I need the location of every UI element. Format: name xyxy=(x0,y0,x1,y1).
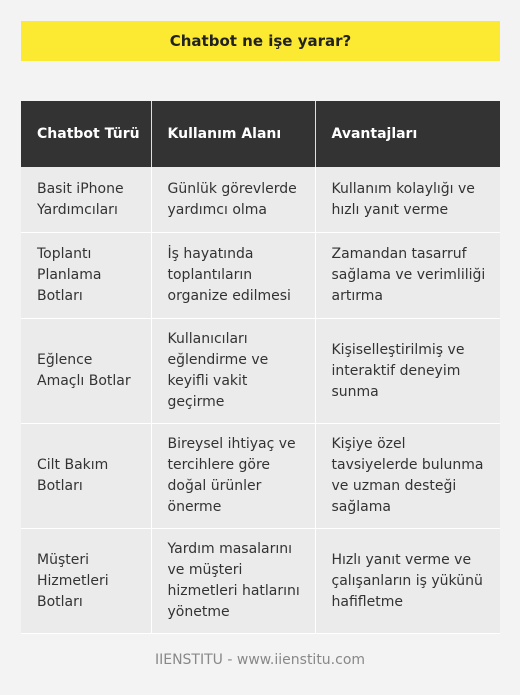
table-cell: Günlük görevlerde yardımcı olma xyxy=(151,167,315,233)
table-cell: Yardım masalarını ve müşteri hizmetleri hatlarını yönetme xyxy=(151,529,315,634)
table-header-row xyxy=(21,101,500,167)
page-title: Chatbot ne işe yarar? xyxy=(21,21,500,61)
chatbot-table xyxy=(21,101,500,634)
table-cell: Müşteri Hizmetleri Botları xyxy=(21,529,151,634)
table-cell: Hızlı yanıt verme ve çalışanların iş yükünü hafifletme xyxy=(315,529,500,634)
table-cell: Kullanım kolaylığı ve hızlı yanıt verme xyxy=(315,167,500,233)
table-cell: Kişiye özel tavsiyelerde bulunma ve uzman desteği sağlama xyxy=(315,424,500,529)
column-header-advantages: Avantajları xyxy=(315,101,500,167)
column-header-usage-area: Kullanım Alanı xyxy=(151,101,315,167)
table-row xyxy=(21,424,500,529)
column-header-chatbot-type: Chatbot Türü xyxy=(21,101,151,167)
table-row xyxy=(21,233,500,319)
table-row xyxy=(21,319,500,424)
table-cell: Cilt Bakım Botları xyxy=(21,424,151,529)
table-row xyxy=(21,529,500,634)
table-cell: Kişiselleştirilmiş ve interaktif deneyim sunma xyxy=(315,319,500,424)
table-cell: Kullanıcıları eğlendirme ve keyifli vakit geçirme xyxy=(151,319,315,424)
table-cell: Basit iPhone Yardımcıları xyxy=(21,167,151,233)
table-row xyxy=(21,167,500,233)
table-cell: Toplantı Planlama Botları xyxy=(21,233,151,319)
footer-credit: IIENSTITU - www.iienstitu.com xyxy=(154,652,366,668)
table-cell: Eğlence Amaçlı Botlar xyxy=(21,319,151,424)
table-cell: Bireysel ihtiyaç ve tercihlere göre doğal ürünler önerme xyxy=(151,424,315,529)
table-cell: İş hayatında toplantıların organize edilmesi xyxy=(151,233,315,319)
table-cell: Zamandan tasarruf sağlama ve verimliliği artırma xyxy=(315,233,500,319)
